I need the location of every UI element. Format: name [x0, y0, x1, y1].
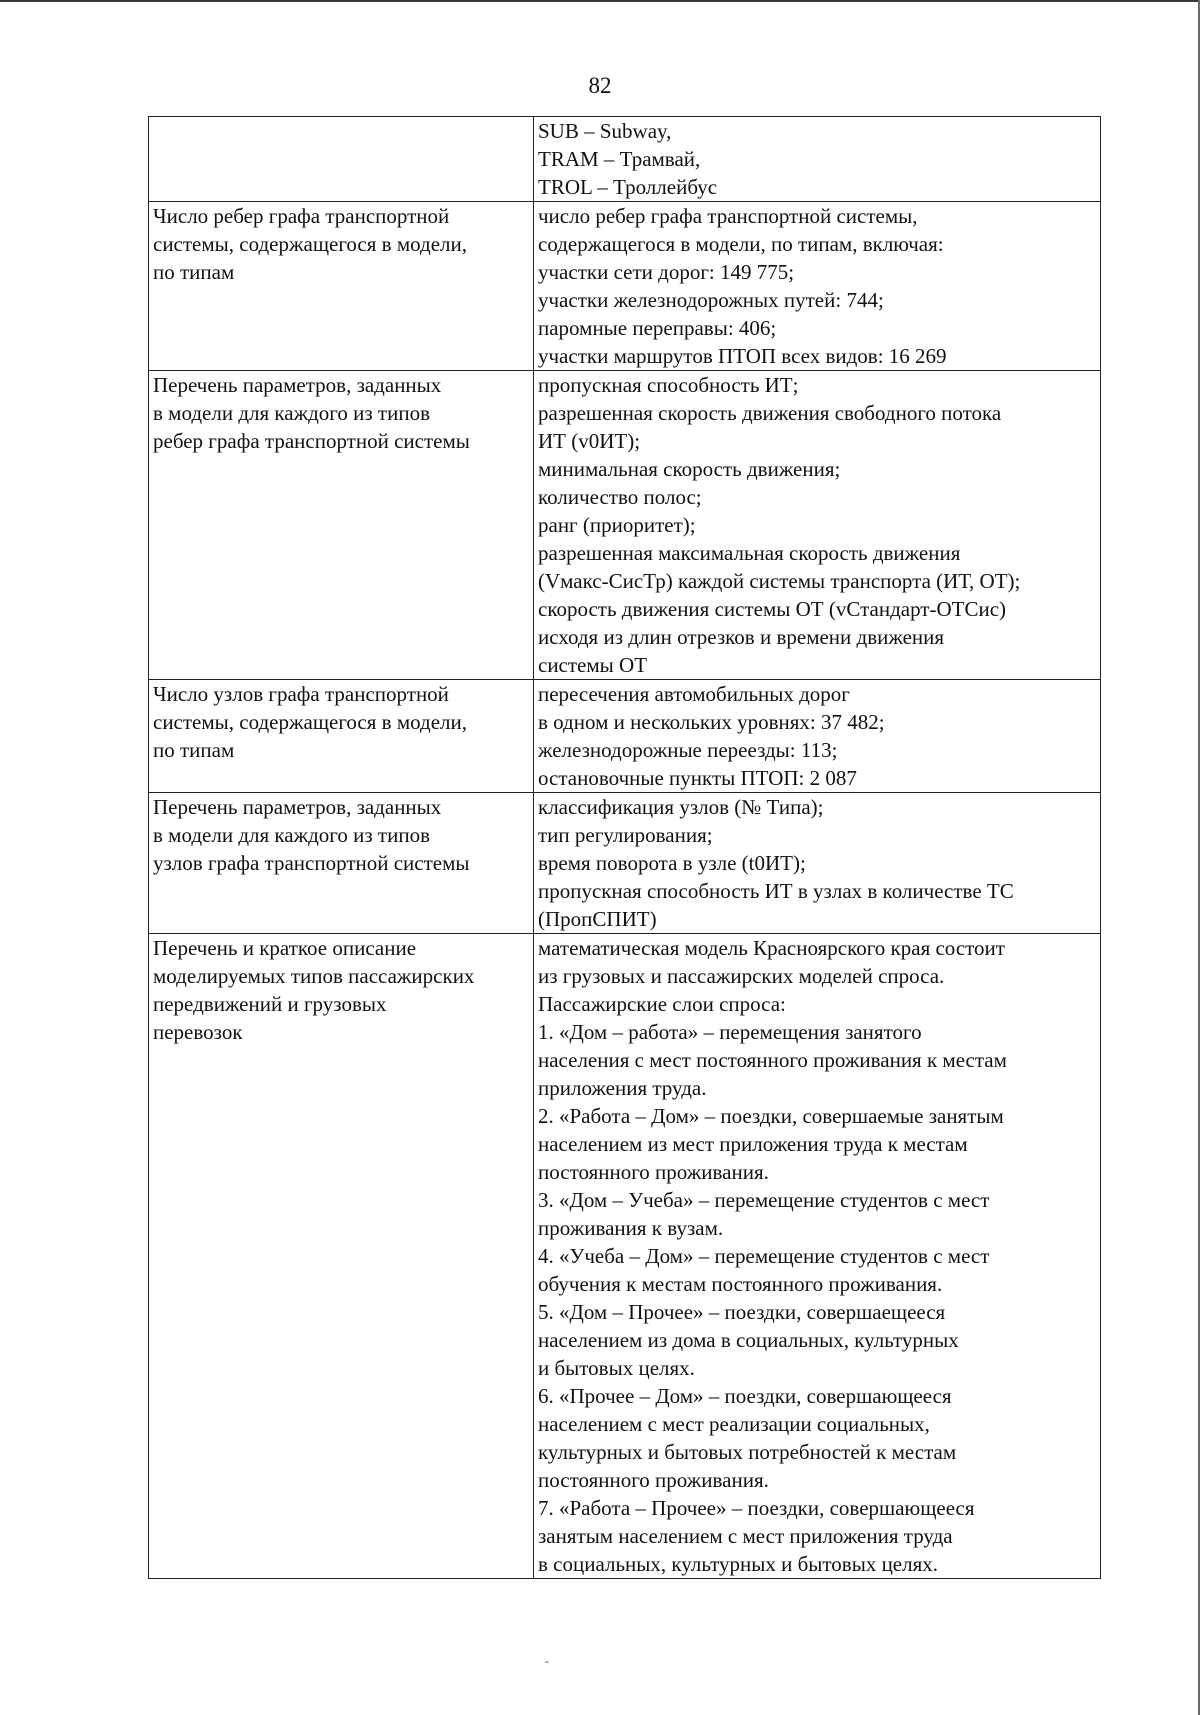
table-row [149, 680, 1101, 793]
row-label-line: системы, содержащегося в модели, [153, 710, 467, 734]
row-content-line: пропускная способность ИТ в узлах в количестве ТС [538, 879, 1014, 903]
row-content-cell [534, 934, 1101, 1579]
row-content-line: исходя из длин отрезков и времени движения [538, 625, 945, 649]
row-content-cell [534, 793, 1101, 934]
row-label-line: системы, содержащегося в модели, [153, 232, 467, 256]
row-content-cell [534, 117, 1101, 202]
row-content-line: разрешенная скорость движения свободного потока [538, 401, 1002, 425]
table-row [149, 793, 1101, 934]
row-label-cell [149, 371, 534, 680]
row-content-line: в социальных, культурных и бытовых целях. [538, 1552, 939, 1576]
row-content-line: постоянного проживания. [538, 1160, 769, 1184]
row-content-line: TRAM – Трамвай, [538, 147, 701, 171]
row-content-cell [534, 371, 1101, 680]
row-content-line: населением из мест приложения труда к местам [538, 1132, 968, 1156]
parameters-table [148, 116, 1101, 1579]
scan-top-edge [0, 0, 1200, 2]
row-label-line: Число ребер графа транспортной [153, 204, 450, 228]
row-label-cell [149, 934, 534, 1579]
row-content-line: (ПропСПИТ) [538, 907, 657, 931]
row-content-cell [534, 202, 1101, 371]
row-content-line: населением с мест реализации социальных, [538, 1412, 930, 1436]
row-content-line: ИТ (v0ИТ); [538, 429, 641, 453]
row-label-line: по типам [153, 738, 235, 762]
row-label-line: Перечень параметров, заданных [153, 795, 442, 819]
row-content-line: минимальная скорость движения; [538, 457, 841, 481]
row-content-line: классификация узлов (№ Типа); [538, 795, 824, 819]
row-content-line: (Vмакс-СисТр) каждой системы транспорта (ИТ, ОТ); [538, 569, 1021, 593]
row-content-line: постоянного проживания. [538, 1468, 769, 1492]
row-content-line: ранг (приоритет); [538, 513, 696, 537]
row-content-line: населением из дома в социальных, культурных [538, 1328, 959, 1352]
table-body [149, 117, 1101, 1579]
row-content-line: 1. «Дом – работа» – перемещения занятого [538, 1020, 922, 1044]
row-label-line: узлов графа транспортной системы [153, 851, 470, 875]
scan-speck [545, 1661, 549, 1663]
row-content-line: 6. «Прочее – Дом» – поездки, совершающееся [538, 1384, 952, 1408]
row-content-line: системы ОТ [538, 653, 648, 677]
row-label-cell [149, 117, 534, 202]
row-content-line: занятым населением с мест приложения труда [538, 1524, 953, 1548]
row-content-line: 5. «Дом – Прочее» – поездки, совершаещееся [538, 1300, 946, 1324]
row-content-line: в одном и нескольких уровнях: 37 482; [538, 710, 885, 734]
row-content-line: проживания к вузам. [538, 1216, 724, 1240]
row-label-line: передвижений и грузовых [153, 992, 387, 1016]
row-content-line: тип регулирования; [538, 823, 713, 847]
row-content-line: остановочные пункты ПТОП: 2 087 [538, 766, 857, 790]
table-row [149, 371, 1101, 680]
row-label-line: ребер графа транспортной системы [153, 429, 470, 453]
table-row [149, 117, 1101, 202]
row-content-line: культурных и бытовых потребностей к местам [538, 1440, 957, 1464]
row-content-line: количество полос; [538, 485, 702, 509]
row-content-line: пересечения автомобильных дорог [538, 682, 850, 706]
row-label-line: перевозок [153, 1020, 243, 1044]
row-content-line: разрешенная максимальная скорость движения [538, 541, 961, 565]
row-content-line: время поворота в узле (t0ИТ); [538, 851, 806, 875]
row-content-line: 7. «Работа – Прочее» – поездки, совершающееся [538, 1496, 975, 1520]
row-label-line: Число узлов графа транспортной [153, 682, 449, 706]
row-content-line: содержащегося в модели, по типам, включая: [538, 232, 944, 256]
row-label-line: Перечень параметров, заданных [153, 373, 442, 397]
row-content-line: из грузовых и пассажирских моделей спроса. [538, 964, 945, 988]
row-label-line: в модели для каждого из типов [153, 401, 430, 425]
row-label-line: в модели для каждого из типов [153, 823, 430, 847]
row-content-line: 3. «Дом – Учеба» – перемещение студентов с мест [538, 1188, 990, 1212]
row-content-line: обучения к местам постоянного проживания. [538, 1272, 943, 1296]
row-label-line: по типам [153, 260, 235, 284]
row-content-line: TROL – Троллейбус [538, 175, 718, 199]
row-content-line: паромные переправы: 406; [538, 316, 777, 340]
row-label-line: Перечень и краткое описание [153, 936, 417, 960]
row-label-cell [149, 202, 534, 371]
row-content-line: железнодорожные переезды: 113; [538, 738, 838, 762]
row-label-line: моделируемых типов пассажирских [153, 964, 475, 988]
row-label-cell [149, 680, 534, 793]
row-content-line: участки железнодорожных путей: 744; [538, 288, 884, 312]
row-content-line: 4. «Учеба – Дом» – перемещение студентов с мест [538, 1244, 990, 1268]
row-content-line: населения с мест постоянного проживания к местам [538, 1048, 1007, 1072]
row-content-line: 2. «Работа – Дом» – поездки, совершаемые занятым [538, 1104, 1004, 1128]
row-content-cell [534, 680, 1101, 793]
page-number: 82 [588, 73, 612, 98]
row-label-cell [149, 793, 534, 934]
table-row [149, 934, 1101, 1579]
row-content-line: приложения труда. [538, 1076, 707, 1100]
table-row [149, 202, 1101, 371]
row-content-line: участки маршрутов ПТОП всех видов: 16 269 [538, 344, 947, 368]
row-content-line: участки сети дорог: 149 775; [538, 260, 795, 284]
row-content-line: Пассажирские слои спроса: [538, 992, 786, 1016]
row-content-line: пропускная способность ИТ; [538, 373, 799, 397]
row-content-line: число ребер графа транспортной системы, [538, 204, 918, 228]
row-content-line: математическая модель Красноярского края состоит [538, 936, 1005, 960]
row-content-line: SUB – Subway, [538, 119, 672, 143]
row-content-line: и бытовых целях. [538, 1356, 695, 1380]
row-content-line: скорость движения системы ОТ (vСтандарт-ОТСис) [538, 597, 1007, 621]
